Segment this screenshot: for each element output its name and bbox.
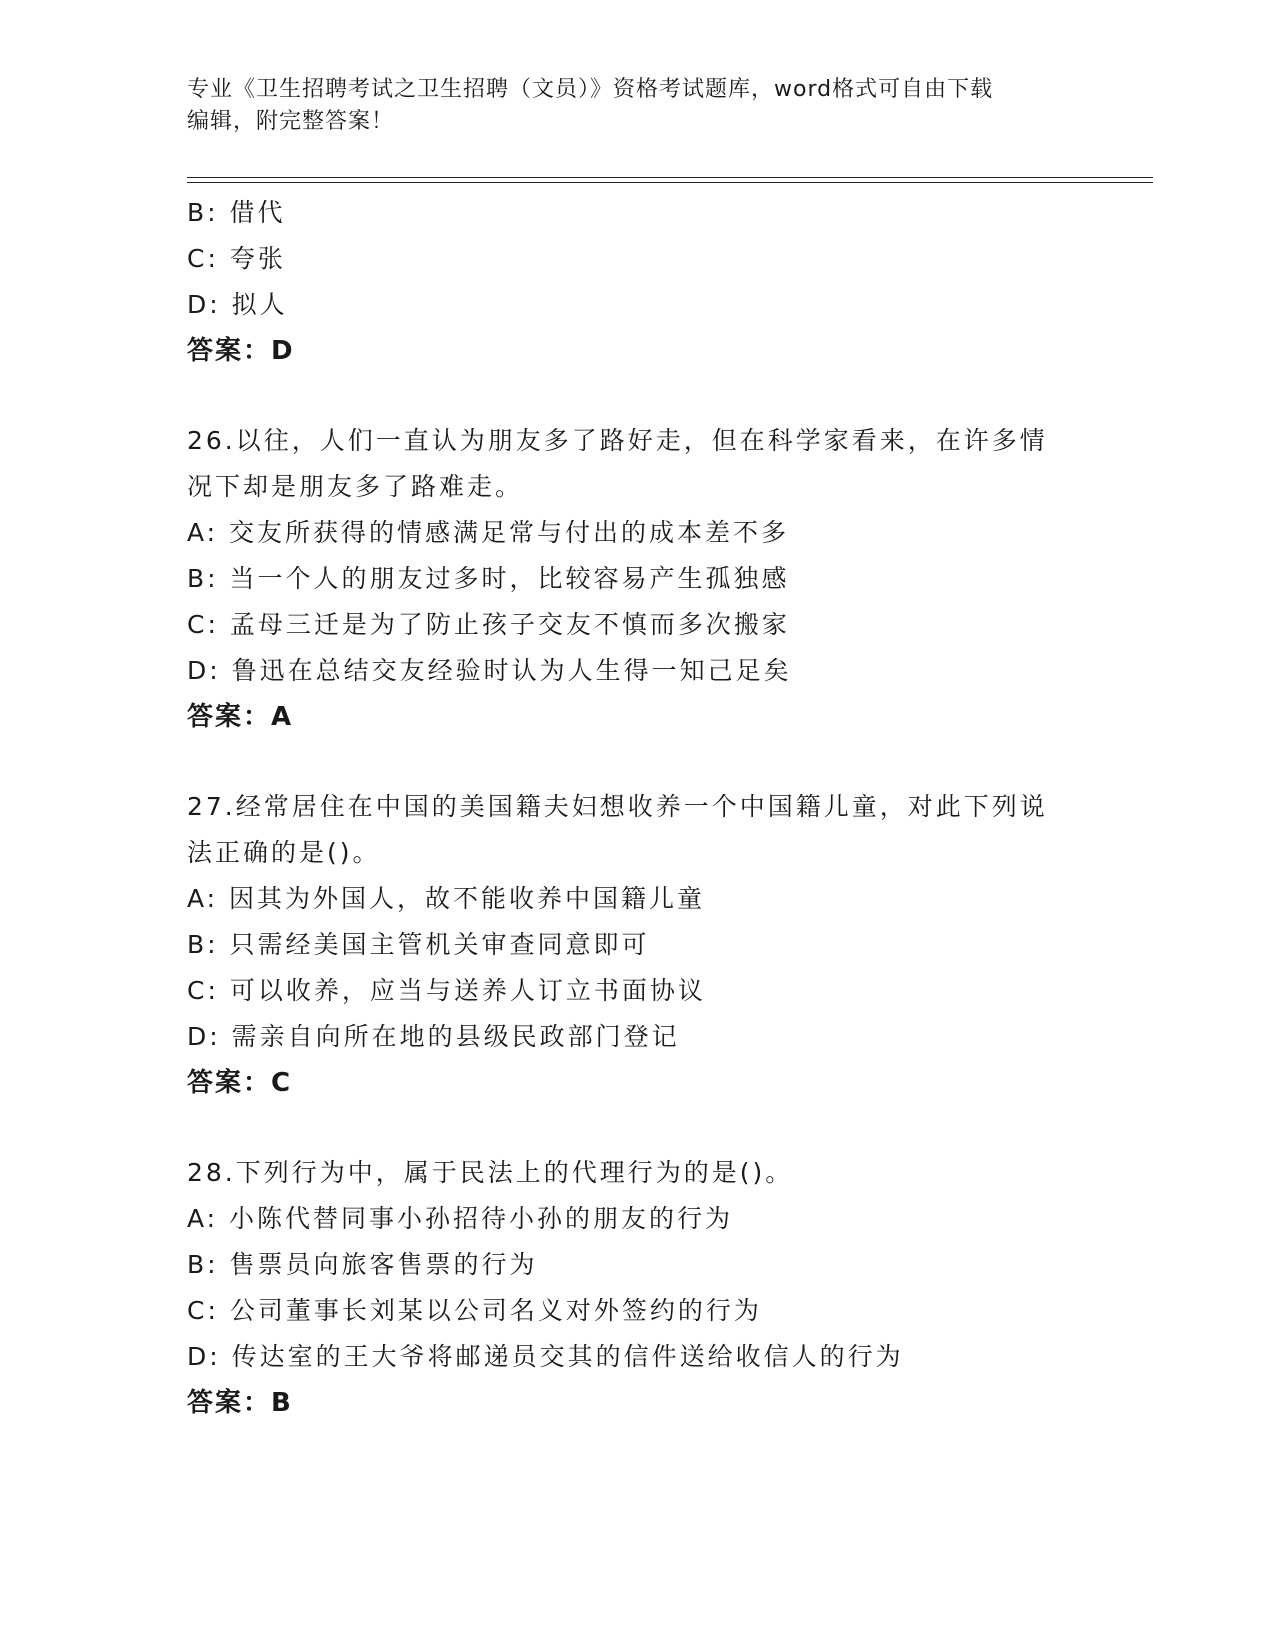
question-28 [187, 1150, 1087, 1426]
option-d: D: 拟人 [187, 290, 288, 319]
question-list [187, 190, 1087, 1426]
answer-label: 答案：C [187, 1068, 293, 1098]
question-stem-line-1: 27.经常居住在中国的美国籍夫妇想收养一个中国籍儿童，对此下列说 [187, 792, 1048, 821]
question-26 [187, 418, 1087, 740]
option-b: B: 借代 [187, 198, 286, 227]
answer-label: 答案：A [187, 702, 294, 732]
option-a: A: 交友所获得的情感满足常与付出的成本差不多 [187, 518, 790, 547]
option-d: D: 传达室的王大爷将邮递员交其的信件送给收信人的行为 [187, 1342, 904, 1371]
question-27 [187, 784, 1087, 1106]
option-c: C: 夸张 [187, 244, 286, 273]
question-stem-line-1: 28.下列行为中，属于民法上的代理行为的是()。 [187, 1158, 794, 1187]
question-25-continued [187, 190, 1087, 374]
answer-label: 答案：D [187, 336, 295, 366]
option-b: B: 当一个人的朋友过多时，比较容易产生孤独感 [187, 564, 790, 593]
option-b: B: 售票员向旅客售票的行为 [187, 1250, 538, 1279]
question-stem-line-2: 况下却是朋友多了路难走。 [187, 472, 524, 501]
option-d: D: 需亲自向所在地的县级民政部门登记 [187, 1022, 680, 1051]
header-line-2: 编辑，附完整答案！ [187, 109, 395, 134]
option-d: D: 鲁迅在总结交友经验时认为人生得一知己足矣 [187, 656, 792, 685]
option-c: C: 可以收养，应当与送养人订立书面协议 [187, 976, 706, 1005]
question-stem-line-2: 法正确的是()。 [187, 838, 381, 867]
option-c: C: 孟母三迁是为了防止孩子交友不慎而多次搬家 [187, 610, 790, 639]
option-a: A: 小陈代替同事小孙招待小孙的朋友的行为 [187, 1204, 734, 1233]
header-divider-top [187, 177, 1153, 178]
option-a: A: 因其为外国人，故不能收养中国籍儿童 [187, 884, 706, 913]
option-c: C: 公司董事长刘某以公司名义对外签约的行为 [187, 1296, 762, 1325]
answer-label: 答案：B [187, 1388, 293, 1418]
question-stem-line-1: 26.以往，人们一直认为朋友多了路好走，但在科学家看来，在许多情 [187, 426, 1048, 455]
header-line-1: 专业《卫生招聘考试之卫生招聘（文员）》资格考试题库，word格式可自由下载 [187, 77, 994, 102]
header-divider-bottom [187, 182, 1153, 183]
option-b: B: 只需经美国主管机关审查同意即可 [187, 930, 650, 959]
document-header [187, 74, 1067, 138]
